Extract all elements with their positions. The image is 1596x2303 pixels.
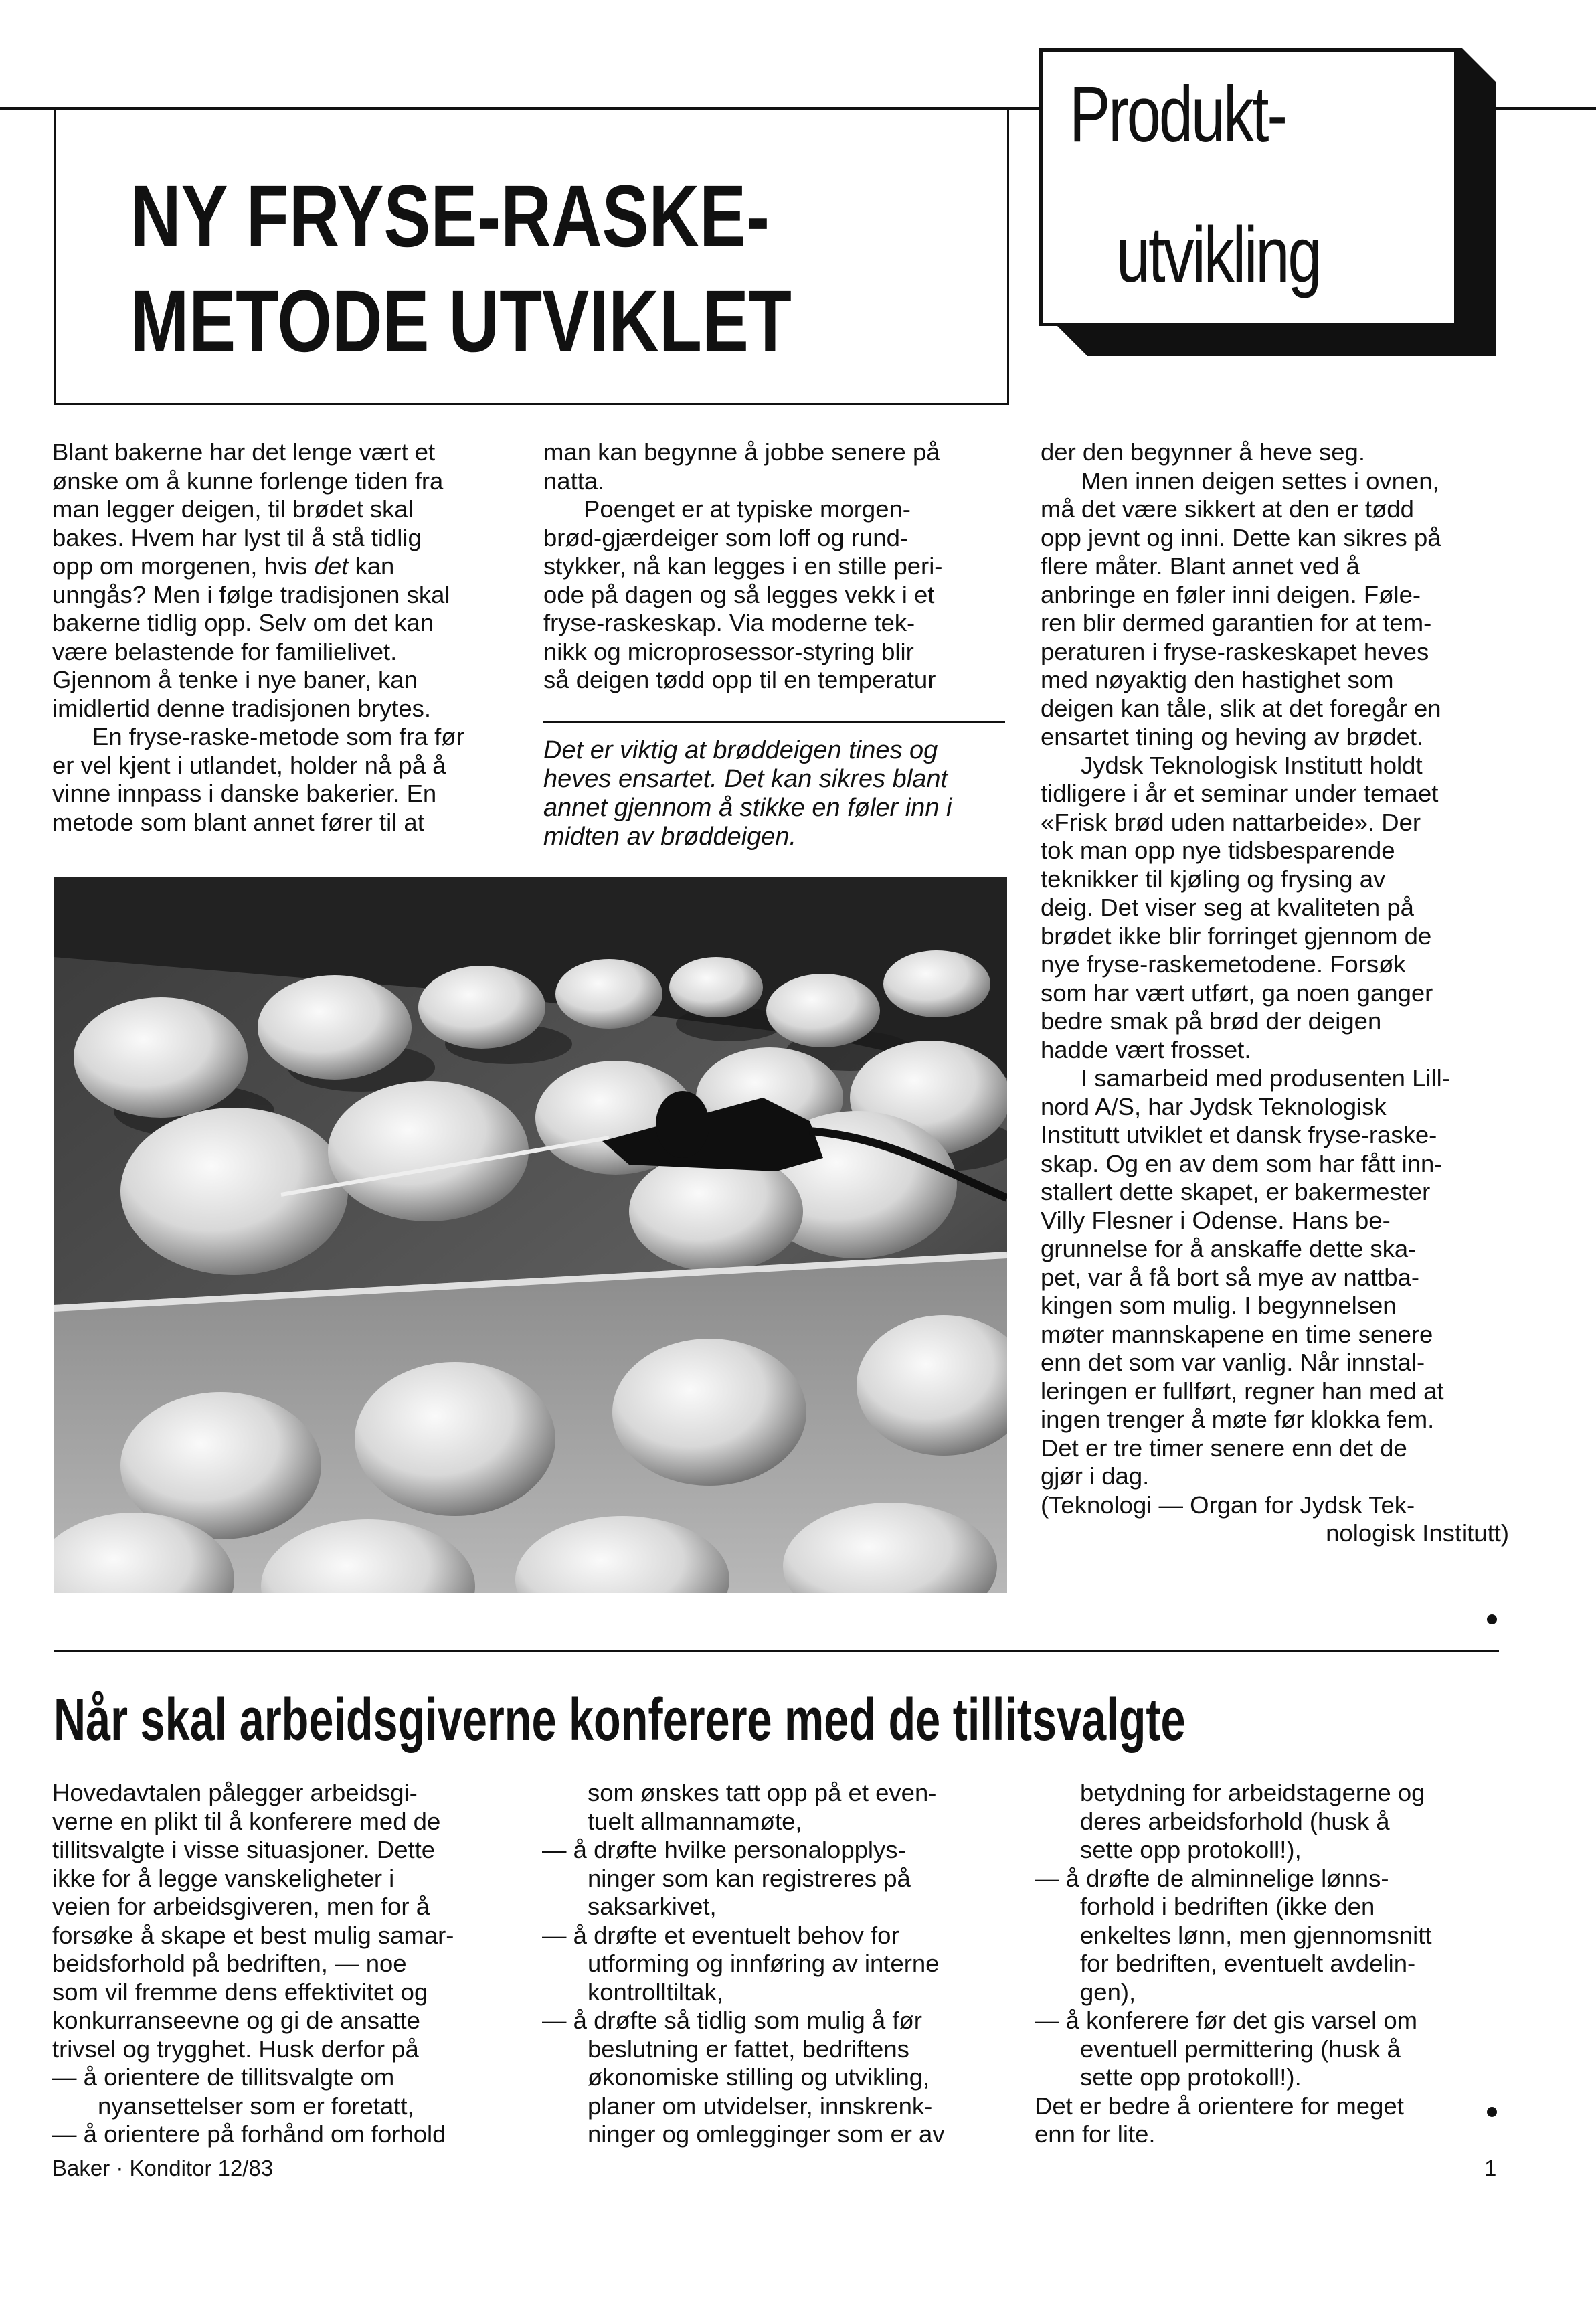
article2-column-2: som ønskes tatt opp på et even- tuelt allmannamøte, — å drøfte hvilke personalopplys- ninger som kan registreres på saksarkivet, — å drøfte et eventuelt behov for utforming og innføring av interne kontrolltiltak, — å drøfte så tidlig som mulig å før beslutning er fattet, bedriftens økonomiske stilling og utvikling, planer om utvidelser, innskrenk- ninger og omlegginger som er av xyxy=(542,1779,945,2148)
top-rule-right xyxy=(1489,107,1596,110)
page-number: 1 xyxy=(1484,2156,1497,2181)
article1-column-3: der den begynner å heve seg. Men innen deigen settes i ovnen, må det være sikkert at den er tødd opp jevnt og inni. Dette kan sikres på flere måter. Blant annet ved å anbringe en føler inni deigen. Føle- ren blir dermed garantien for at tem- peraturen i fryse-raskeskapet heves med nøyaktig den hastighet som deigen kan tåle, slik at det foregår en ensartet tining og heving av brødet. Jydsk Teknologisk Institutt holdt tidligere i år et seminar under temaet «Frisk brød uden nattarbeide». Der tok man opp nye tidsbesparende teknikker til kjøling og frysing av deig. Det viser seg at kvaliteten på brødet ikke blir forringet gjennom de nye fryse-raskemetodene. Forsøk som har vært utført, ga noen ganger bedre smak på brød der deigen hadde vært frosset. I samarbeid med produsenten Lill- nord A/S, har Jydsk Teknologisk Institutt utviklet et dansk fryse-raske- skap. Og en av dem som har fått inn- stallert dette skapet, er bakermester Villy Flesner i Odense. Hans be- grunnelse for å anskaffe dette ska- pet, var å få bort så mye av nattba- kingen som mulig. I begynnelsen møter mannskapene en time senere enn det som var vanlig. Når innstal- leringen er fullført, regner han med at ingen trenger å møte før klokka fem. Det er tre timer senere enn det de gjør i dag. (Teknologi — Organ for Jydsk Tek- nologisk Institutt) xyxy=(1041,438,1509,1547)
article1-column-2: man kan begynne å jobbe senere på natta. Poenget er at typiske morgen- brød-gjærdeiger som loff og rund- stykker, nå kan legges i en stille peri- ode på dagen og så legges vekk i et fryse-raskeskap. Via moderne tek- nikk og microprosessor-styring blir så deigen tødd opp til en temperatur xyxy=(543,438,943,693)
article2-column-3: betydning for arbeidstagerne og deres arbeidsforhold (husk å sette opp protokoll!), — å drøfte de alminnelige lønns- forhold i bedriften (ikke den enkeltes lønn, men gjennomsnitt for bedriften, eventuelt avdelin- gen), — å konferere før det gis varsel om eventuell permittering (husk å sette opp protokoll!). Det er bedre å orientere for meget enn for lite. xyxy=(1035,1779,1432,2148)
publication-footer: Baker · Konditor 12/83 xyxy=(52,2156,274,2181)
article1-column-1: Blant bakerne har det lenge vært et ønske om å kunne forlenge tiden fra man legger deigen, til brødet skal bakes. Hvem har lyst til å stå tidlig opp om morgenen, hvis det kan unngås? Men i følge tradisjonen skal bakerne tidlig opp. Selv om det kan være belastende for familielivet. Gjennom å tenke i nye baner, kan imidlertid denne tradisjonen brytes. En fryse-raske-metode som fra før er vel kjent i utlandet, holder nå på å vinne innpass i danske bakerier. En metode som blant annet fører til at xyxy=(52,438,464,836)
end-mark-article1 xyxy=(1487,1614,1497,1624)
section-divider xyxy=(54,1650,1499,1652)
pullquote: Det er viktig at brøddeigen tines og heves ensartet. Det kan sikres blant annet gjennom å stikke en føler inn i midten av brøddeigen. xyxy=(543,736,952,851)
pullquote-rule xyxy=(543,721,1005,723)
article2-column-1: Hovedavtalen pålegger arbeidsgi- verne en plikt til å konferere med de tillitsvalgte i visse situasjoner. Dette ikke for å legge vanskeligheter i veien for arbeidsgiveren, men for å forsøke å skape et best mulig samar- beidsforhold på bedriften, — noe som vil fremme dens effektivitet og konkurranseevne og gi de ansatte trivsel og trygghet. Husk derfor på — å orientere de tillitsvalgte om nyansettelser som er foretatt, — å orientere på forhånd om forhold xyxy=(52,1779,454,2148)
dough-photo xyxy=(54,877,1007,1593)
headline-line-1: NY FRYSE-RASKE- xyxy=(130,167,770,265)
end-mark-article2 xyxy=(1487,2107,1497,2117)
kicker-line-2: utvikling xyxy=(1116,211,1320,299)
article2-headline: Når skal arbeidsgiverne konferere med de tillitsvalgte xyxy=(54,1687,1186,1754)
headline-line-2: METODE UTVIKLET xyxy=(130,272,792,370)
kicker-line-1: Produkt- xyxy=(1069,70,1285,159)
